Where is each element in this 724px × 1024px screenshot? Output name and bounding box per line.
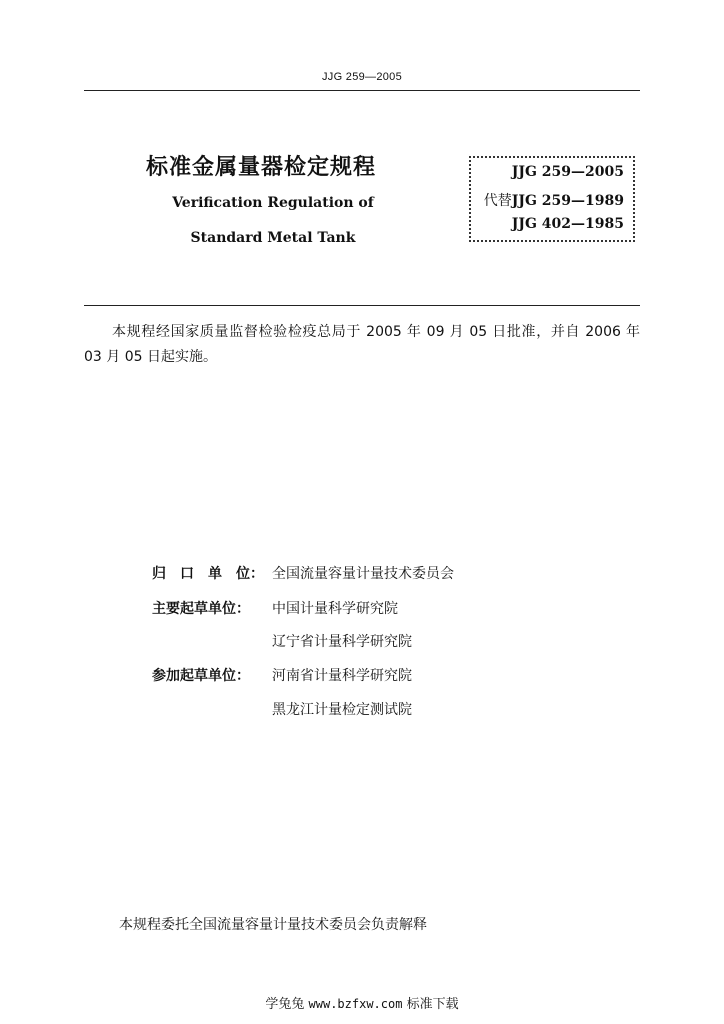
standard-code-box bbox=[469, 156, 635, 242]
title-english-line1: Verification Regulation of bbox=[172, 195, 374, 211]
replaces-code-2: JJG 402—1985 bbox=[511, 216, 624, 232]
replaces-prefix: 代替 bbox=[483, 193, 512, 209]
header-standard-code: JJG 259—2005 bbox=[321, 71, 403, 83]
footer bbox=[0, 993, 724, 1012]
authority-label-char: 位 bbox=[236, 566, 250, 582]
authority-label-char: 口 bbox=[180, 566, 194, 582]
current-code: JJG 259—2005 bbox=[511, 164, 624, 180]
participating-org-1: 河南省计量科学研究院 bbox=[272, 668, 412, 684]
interpretation-note: 本规程委托全国流量容量计量技术委员会负责解释 bbox=[119, 917, 427, 933]
title-english-line2: Standard Metal Tank bbox=[190, 230, 356, 246]
approval-statement: 本规程经国家质量监督检验检疫总局于 2005 年 09 月 05 日批准，并自 2006 年 03 月 05 日起实施。 bbox=[84, 324, 640, 365]
replaces-code-1 bbox=[484, 190, 624, 210]
authority-value: 全国流量容量计量技术委员会 bbox=[272, 566, 454, 582]
participating-org-2: 黑龙江计量检定测试院 bbox=[272, 702, 412, 718]
authority-label-char: 归 bbox=[152, 566, 166, 582]
section-divider bbox=[84, 305, 640, 306]
header-divider bbox=[84, 90, 640, 91]
main-drafting-label: 主要起草单位： bbox=[152, 601, 250, 617]
main-drafting-org-2: 辽宁省计量科学研究院 bbox=[272, 634, 412, 650]
participating-label: 参加起草单位： bbox=[152, 668, 250, 684]
footer-url[interactable]: www.bzfxw.com bbox=[308, 997, 403, 1011]
footer-site-name: 学兔兔 bbox=[265, 997, 305, 1012]
authority-label-char: 单 bbox=[208, 566, 222, 582]
footer-suffix: 标准下载 bbox=[406, 997, 459, 1012]
replaces-code-1-value: JJG 259—1989 bbox=[511, 193, 624, 209]
authority-label-colon: ： bbox=[250, 566, 264, 582]
authority-label bbox=[152, 563, 264, 583]
title-chinese: 标准金属量器检定规程 bbox=[146, 155, 377, 180]
main-drafting-org-1: 中国计量科学研究院 bbox=[272, 601, 398, 617]
